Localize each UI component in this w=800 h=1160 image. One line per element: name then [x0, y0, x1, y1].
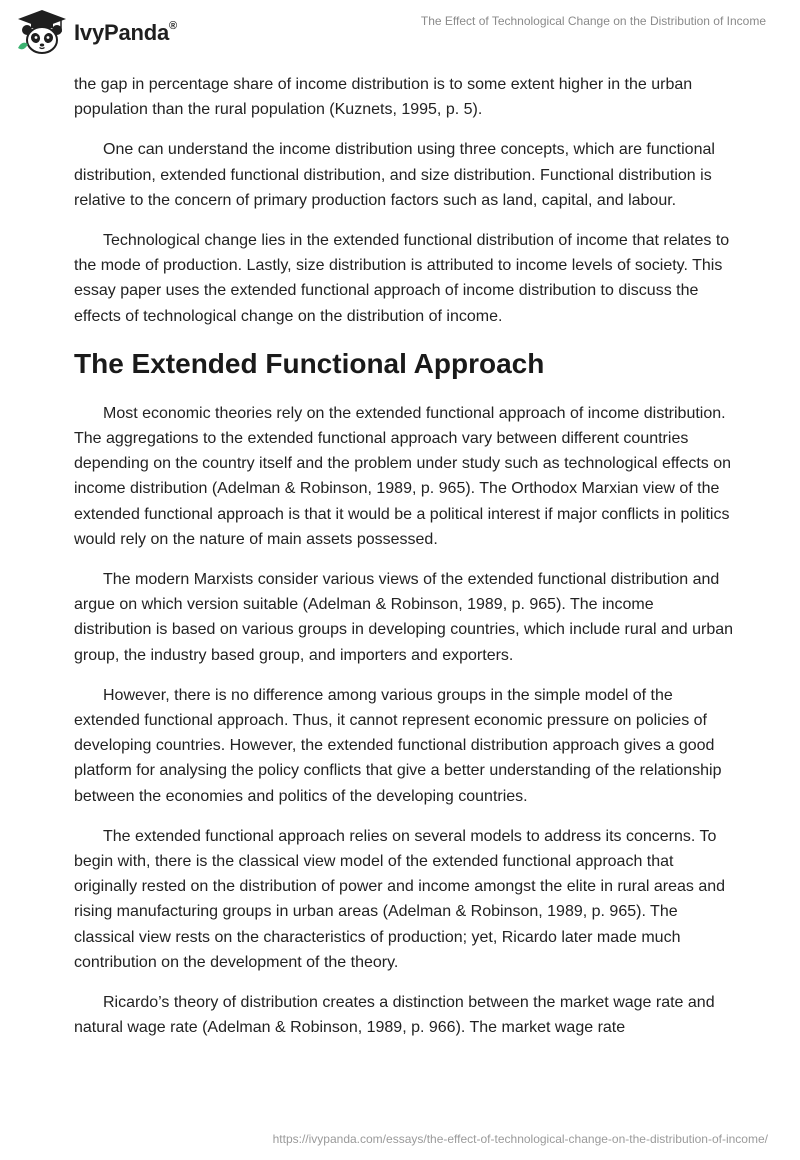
source-url-link[interactable]: https://ivypanda.com/essays/the-effect-of-technological-change-on-the-distribution-of-income/	[272, 1132, 768, 1146]
brand-name: IvyPanda®	[74, 19, 177, 45]
paragraph: One can understand the income distribution using three concepts, which are functional distribution, extended functional distribution, and size distribution. Functional distribution is relative to the concern of primary production factors such as land, capital, and labour.	[74, 141, 715, 209]
paragraph: The extended functional approach relies on several models to address its concerns. To begin with, there is the classical view model of the extended functional approach that originally rested on the distribution of power and income amongst the elite in rural areas and rising manufacturing groups in urban areas (Adelman & Robinson, 1989, p. 965). The classical view rests on the characteristics of production; yet, Ricardo later made much contribution on the development of the theory.	[74, 827, 726, 971]
section-heading: The Extended Functional Approach	[74, 347, 545, 379]
paragraph: However, there is no difference among various groups in the simple model of the extended functional approach. Thus, it cannot represent economic pressure on policies of developing countries. However, the extended functional distribution approach gives a good platform for analysing the policy conflicts that give a better understanding of the relationship between the economies and politics of the developing countries.	[74, 686, 722, 805]
panda-graduate-icon	[14, 8, 70, 58]
ivypanda-logo[interactable]	[14, 8, 177, 58]
essay-body	[74, 72, 734, 1056]
paragraph: Technological change lies in the extended functional distribution of income that relates to the mode of production. Lastly, size distribution is attributed to income levels of society. This essay paper uses the extended functional approach of income distribution to discuss the effects of technological change on the distribution of income.	[74, 232, 730, 325]
paragraph: Ricardo’s theory of distribution creates a distinction between the market wage rate and natural wage rate (Adelman & Robinson, 1989, p. 966). The market wage rate	[74, 994, 715, 1037]
page-header	[0, 0, 800, 70]
document-title: The Effect of Technological Change on the Distribution of Income	[420, 14, 766, 28]
paragraph: Most economic theories rely on the extended functional approach of income distribution. The aggregations to the extended functional approach vary between different countries depending on the country itself and the problem under study such as technological effects on income distribution (Adelman & Robinson, 1989, p. 965). The Orthodox Marxian view of the extended functional approach is that it would be a political interest if major conflicts in politics would rely on the nature of main assets possessed.	[74, 404, 732, 548]
paragraph: the gap in percentage share of income distribution is to some extent higher in the urban population than the rural population (Kuznets, 1995, p. 5).	[74, 76, 693, 119]
paragraph: The modern Marxists consider various views of the extended functional distribution and argue on which version suitable (Adelman & Robinson, 1989, p. 965). The income distribution is based on various groups in developing countries, which include rural and urban group, the industry based group, and importers and exporters.	[74, 571, 734, 664]
